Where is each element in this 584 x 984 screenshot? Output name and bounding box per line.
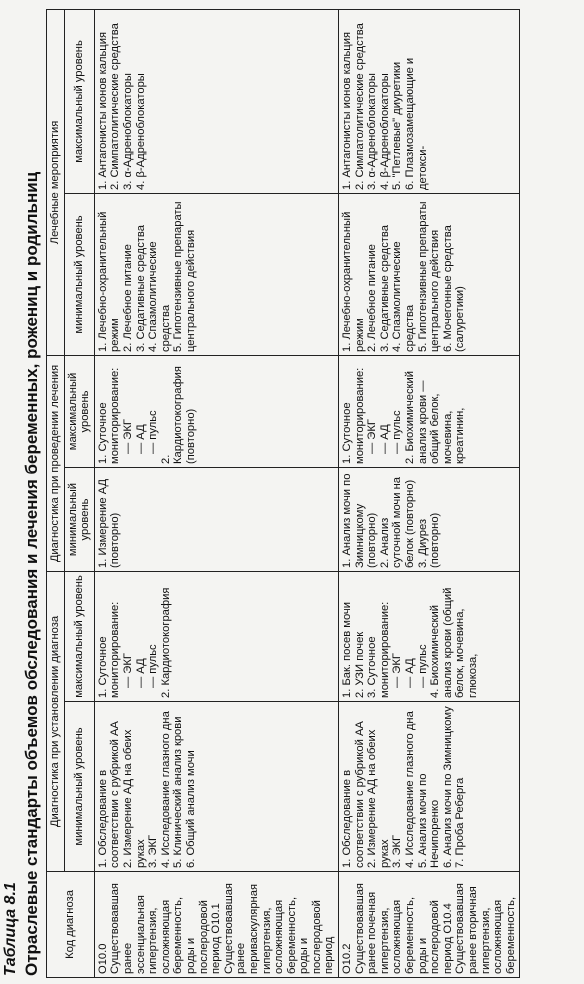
header-code: Код диагноза bbox=[47, 872, 95, 978]
cell-line: — АД bbox=[134, 658, 147, 688]
cell-line: 2. Измерение АД на обеих руках bbox=[121, 729, 147, 868]
cell-line: — ЭКГ bbox=[391, 653, 404, 688]
header-max-level: максимальный уровень bbox=[64, 9, 94, 193]
header-min-level: минимальный уровень bbox=[64, 468, 94, 572]
cell-line: — ЭКГ bbox=[366, 419, 379, 454]
cell-line: 2. Кардиотокография (повторно) bbox=[159, 366, 197, 464]
cell-line: 3. α-Адреноблокаторы bbox=[366, 73, 379, 190]
cell-line: 3. Седативные средства bbox=[378, 225, 391, 352]
cell-line: 3. Диурез (повторно) bbox=[416, 512, 442, 568]
cell-line: 1. Суточное мониторирование: bbox=[341, 367, 366, 464]
cell-ther-min bbox=[339, 193, 520, 355]
cell-line: — АД bbox=[134, 424, 147, 454]
cell-treat-min bbox=[94, 468, 338, 572]
cell-line: 3. ЭКГ bbox=[147, 834, 160, 868]
cell-line: 1. Суточное мониторирование: bbox=[96, 367, 122, 464]
table-row bbox=[94, 9, 338, 977]
cell-line: 3. α-Адреноблокаторы bbox=[121, 73, 134, 190]
cell-line: 1. Суточное мониторирование: bbox=[96, 601, 122, 698]
header-treatment: Лечебные мероприятия bbox=[47, 9, 65, 355]
cell-line: 4. β-Адреноблокаторы bbox=[134, 73, 147, 190]
cell-line: 2. Анализ суточной мочи на белок (повторно) bbox=[378, 476, 417, 568]
header-min-level: минимальный уровень bbox=[64, 193, 94, 355]
cell-line: 2. Биохимический анализ крови — общий белок, мочевина, креатинин, bbox=[404, 371, 467, 464]
cell-line: 3. ЭКГ bbox=[391, 834, 404, 868]
cell-line: 6. Плазмозамещающие и детокси- bbox=[404, 57, 429, 190]
cell-line: 5. "Петлевые" диуретики bbox=[391, 61, 404, 190]
cell-line: 1. Лечебно-охранительный режим bbox=[341, 211, 366, 352]
header-diag-establish: Диагностика при установлении диагноза bbox=[47, 572, 65, 872]
header-diag-treatment: Диагностика при проведении лечения bbox=[47, 355, 65, 571]
cell-line: 2. Симпатолитические средства bbox=[353, 23, 366, 190]
cell-line: 5. Гипотензивные препараты центрального действия bbox=[172, 201, 197, 352]
cell-line: 2. Лечебное питание bbox=[121, 244, 134, 352]
header-max-level: максимальный уровень bbox=[64, 572, 94, 702]
cell-ther-min bbox=[94, 193, 338, 355]
cell-line: 4. Исследование глазного дна bbox=[159, 711, 172, 868]
cell-line: 2. Кардиотокография bbox=[159, 587, 172, 698]
cell-line: 4. Спазмолитические средства bbox=[147, 241, 172, 352]
cell-line: 1. Измерение АД (повторно) bbox=[96, 478, 122, 568]
cell-line: 2. Лечебное питание bbox=[366, 244, 379, 352]
cell-line: 4. Биохимический анализ крови (общий белок, мочевина, глюкоза, bbox=[429, 587, 479, 698]
cell-treat-max bbox=[339, 355, 520, 467]
cell-line: 1. Обследование в соответствии с рубрикой АА bbox=[96, 721, 122, 868]
cell-line: 1. Антагонисты ионов кальция bbox=[341, 31, 354, 190]
table-row bbox=[339, 9, 520, 977]
cell-line: 6. Общий анализ мочи bbox=[184, 750, 197, 868]
cell-line: — пульс bbox=[147, 644, 160, 688]
cell-est-min bbox=[339, 702, 520, 872]
cell-line: 3. Седативные средства bbox=[134, 225, 147, 352]
cell-line: 6. Мочегонные средства (салуретики) bbox=[441, 225, 467, 352]
cell-est-max bbox=[94, 572, 338, 702]
cell-line: 4. β-Адреноблокаторы bbox=[378, 73, 391, 190]
standards-table bbox=[46, 9, 520, 978]
table-title: Отраслевые стандарты объемов обследования и лечения беременных, рожениц и родильниц bbox=[22, 171, 41, 976]
table-caption: Таблица 8.1 bbox=[2, 882, 19, 976]
cell-line: 2. Измерение АД на обеих руках bbox=[366, 729, 391, 868]
cell-line: — ЭКГ bbox=[121, 653, 134, 688]
cell-line: 7. Проба Реберга bbox=[454, 777, 467, 868]
cell-line: 1. Лечебно-охранительный режим bbox=[96, 211, 122, 352]
cell-line: 5. Гипотензивные препараты центрального действия bbox=[416, 201, 442, 352]
cell-line: 2. Симпатолитические средства bbox=[109, 23, 122, 190]
cell-line: 1. Анализ мочи по Зимницкому (повторно) bbox=[341, 473, 379, 568]
cell-line: — пульс bbox=[391, 410, 404, 454]
cell-line: 1. Обследование в соответствии с рубрикой АА bbox=[341, 721, 366, 868]
cell-line: 5. Анализ мочи по Нечипоренко bbox=[416, 773, 442, 868]
cell-ther-max bbox=[339, 9, 520, 193]
cell-line: 1. Антагонисты ионов кальция bbox=[96, 31, 109, 190]
cell-line: 5. Клинический анализ крови bbox=[172, 716, 185, 868]
cell-line: — АД bbox=[404, 658, 417, 688]
cell-treat-max bbox=[94, 355, 338, 467]
diagnosis-code: O10.0 Существовавшая ранее эссенциальная гипертензия, осложняющая беременность, роды и послеродовой период O10.1 Существовавшая ранее периваскулярная гипертензия, осложняющая беременность, роды и послеродовой период bbox=[94, 872, 338, 978]
cell-line: — пульс bbox=[416, 644, 429, 688]
cell-line: 4. Исследование глазного дна bbox=[404, 711, 417, 868]
cell-line: 4. Спазмолитические средства bbox=[391, 241, 417, 352]
cell-line: 2. УЗИ почек bbox=[353, 631, 366, 698]
header-min-level: минимальный уровень bbox=[64, 702, 94, 872]
cell-est-max bbox=[339, 572, 520, 702]
cell-line: 3. Суточное мониторирование: bbox=[366, 601, 391, 698]
cell-line: — ЭКГ bbox=[121, 419, 134, 454]
cell-line: — пульс bbox=[147, 410, 160, 454]
cell-ther-max bbox=[94, 9, 338, 193]
cell-treat-min bbox=[339, 468, 520, 572]
cell-line: 1. Бак. посев мочи bbox=[341, 601, 354, 698]
cell-line: — АД bbox=[378, 424, 391, 454]
diagnosis-code: O10.2 Существовавшая ранее почечная гипертензия, осложняющая беременность, роды и послеродовой период O10.4 Существовавшая ранее вторичная гипертензия, осложняющая беременность, bbox=[339, 872, 520, 978]
header-max-level: максимальный уровень bbox=[64, 355, 94, 467]
cell-est-min bbox=[94, 702, 338, 872]
cell-line: 6. Анализ мочи по Зимницкому bbox=[441, 706, 454, 868]
